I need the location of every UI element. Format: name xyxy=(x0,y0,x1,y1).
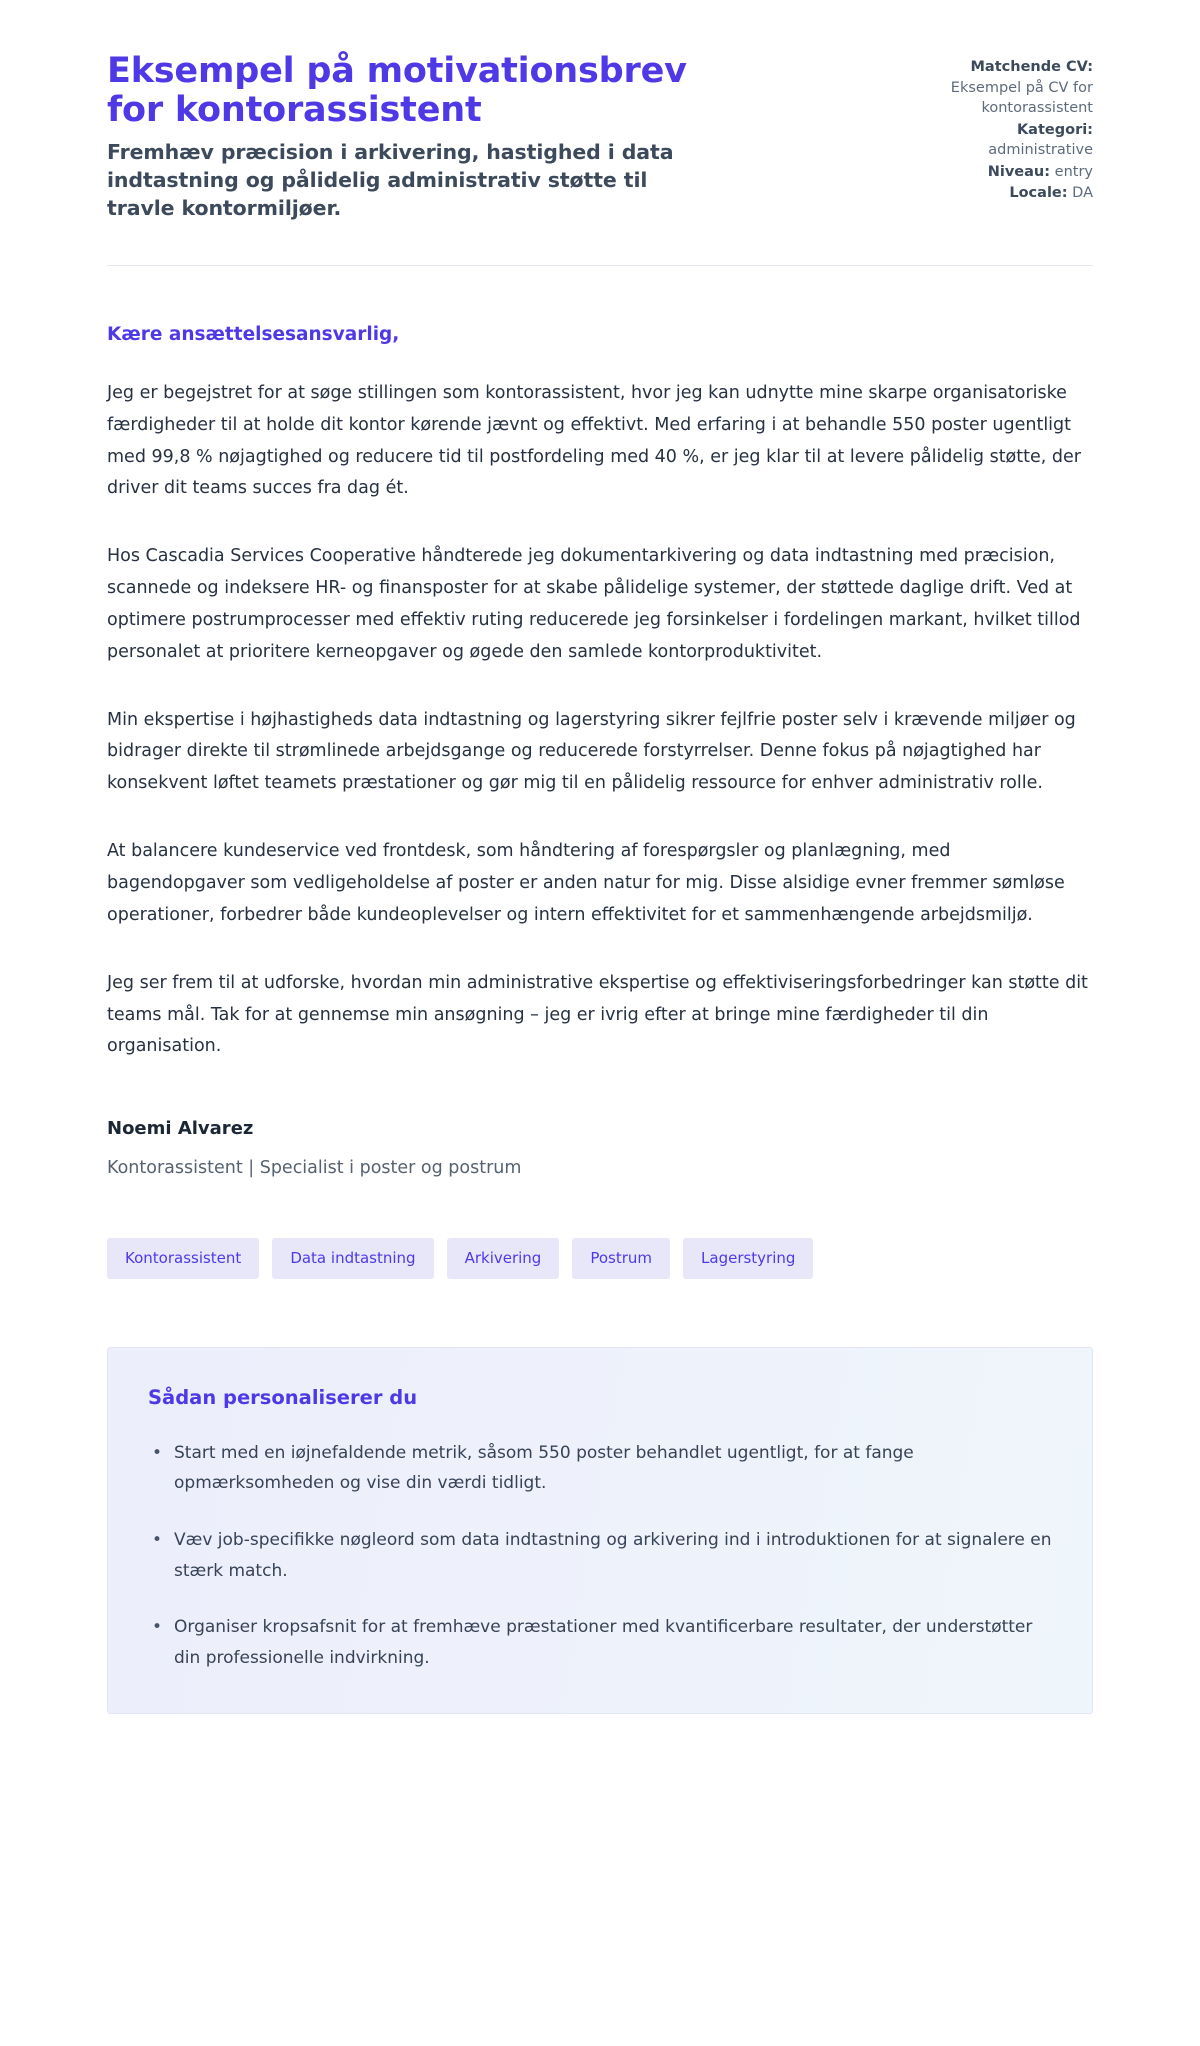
meta-level xyxy=(888,162,1093,183)
signature-role: Kontorassistent | Specialist i poster og postrum xyxy=(107,1158,522,1179)
tag-chip[interactable]: Postrum xyxy=(572,1238,670,1279)
meta-level-label: Niveau: xyxy=(987,163,1051,180)
meta-category-label: Kategori: xyxy=(1016,121,1093,138)
tag-list xyxy=(107,1238,1093,1279)
tag-chip[interactable]: Kontorassistent xyxy=(107,1238,259,1279)
tips-list-item: • Væv job-specifikke nøgleord som data indtastning og arkivering ind i introduktionen for at signalere en stærk match. xyxy=(148,1525,1052,1586)
document-metadata xyxy=(888,52,1093,205)
letter-paragraph: Jeg ser frem til at udforske, hvordan min administrative ekspertise og effektiviseringsforbedringer kan støtte dit teams mål. Tak for at gennemse min ansøgning – jeg er ivrig efter at bringe mine færdigheder til din organisation. xyxy=(107,972,1088,1057)
tag-chip[interactable]: Arkivering xyxy=(447,1238,560,1279)
letter-paragraph: Jeg er begejstret for at søge stillingen som kontorassistent, hvor jeg kan udnytte mine skarpe organisatoriske færdigheder til at holde dit kontor kørende jævnt og effektivt. Med erfaring i at behandle 550 poster ugentligt med 99,8 % nøjagtighed og reducere tid til postfordeling med 40 %, er jeg klar til at levere pålidelig støtte, der driver dit teams succes fra dag ét. xyxy=(107,382,1081,499)
meta-matching-cv-value[interactable]: Eksempel på CV for kontorassistent xyxy=(950,79,1093,117)
header-divider xyxy=(107,265,1093,266)
letter-paragraph: Hos Cascadia Services Cooperative håndterede jeg dokumentarkivering og data indtastning med præcision, scannede og indeksere HR- og finansposter for at skabe pålidelige systemer, der støttede daglige drift. Ved at optimere postrumprocesser med effektiv ruting reducerede jeg forsinkelser i fordelingen markant, hvilket tillod personalet at prioritere kerneopgaver og øgede den samlede kontorproduktivitet. xyxy=(107,546,1081,662)
tips-title: Sådan personaliserer du xyxy=(148,1386,418,1410)
personalization-tips-panel xyxy=(107,1347,1093,1714)
meta-category-value: administrative xyxy=(988,142,1093,159)
meta-locale xyxy=(888,183,1093,204)
tips-list-item: • Start med en iøjnefaldende metrik, såsom 550 poster behandlet ugentligt, for at fange opmærksomheden og vise din værdi tidligt. xyxy=(148,1438,1052,1499)
letter-paragraph: At balancere kundeservice ved frontdesk, som håndtering af forespørgsler og planlægning, med bagendopgaver som vedligeholdelse af poster er anden natur for mig. Disse alsidige evner fremmer sømløse operationer, forbedrer både kundeoplevelser og intern effektivitet for et sammenhængende arbejdsmiljø. xyxy=(107,841,1065,925)
cover-letter-body xyxy=(107,274,1093,1714)
header-title-block xyxy=(107,52,707,223)
meta-matching-cv xyxy=(888,57,1093,119)
meta-locale-label: Locale: xyxy=(1009,185,1068,202)
page-title: Eksempel på motivationsbrev for kontorassistent xyxy=(107,51,687,131)
meta-level-value: entry xyxy=(1054,163,1093,180)
tag-chip[interactable]: Data indtastning xyxy=(272,1238,433,1279)
meta-category xyxy=(888,120,1093,161)
letter-salutation: Kære ansættelsesansvarlig, xyxy=(107,324,400,345)
meta-locale-value: DA xyxy=(1072,185,1093,202)
signature-name: Noemi Alvarez xyxy=(107,1118,254,1140)
meta-matching-cv-label: Matchende CV: xyxy=(970,59,1093,75)
signature-block xyxy=(107,1115,1093,1181)
page-subtitle: Fremhæv præcision i arkivering, hastighed i data indtastning og pålidelig administrativ støtte til travle kontormiljøer. xyxy=(107,140,674,221)
letter-paragraph: Min ekspertise i højhastigheds data indtastning og lagerstyring sikrer fejlfrie poster selv i krævende miljøer og bidrager direkte til strømlinede arbejdsgange og reducerede forstyrrelser. Denne fokus på nøjagtighed har konsekvent løftet teamets præstationer og gør mig til en pålidelig ressource for enhver administrativ rolle. xyxy=(107,709,1076,794)
document-header xyxy=(107,0,1093,223)
tag-chip[interactable]: Lagerstyring xyxy=(683,1238,813,1279)
tips-list xyxy=(148,1438,1052,1674)
tips-list-item: • Organiser kropsafsnit for at fremhæve præstationer med kvantificerbare resultater, der understøtter din professionelle indvirkning. xyxy=(148,1612,1052,1673)
